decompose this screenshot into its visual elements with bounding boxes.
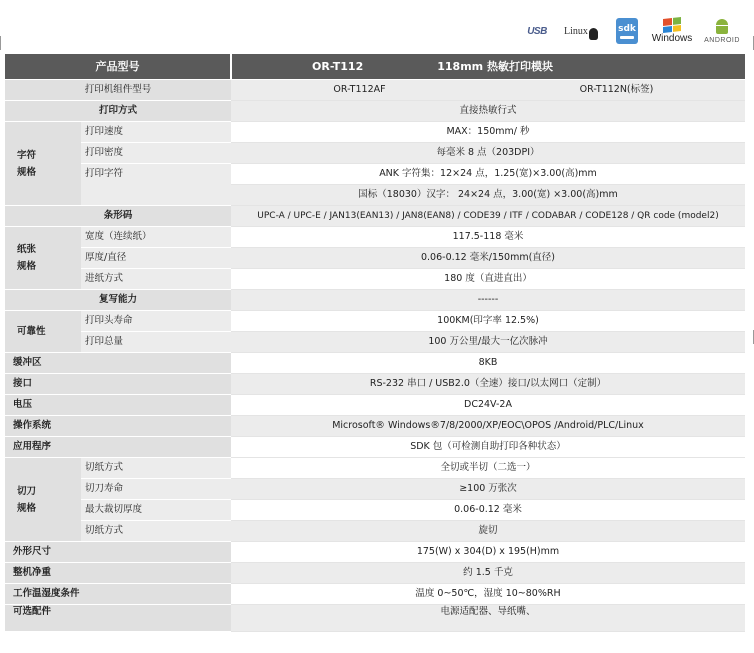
table-row	[5, 269, 745, 290]
row-label: 打印头寿命	[81, 311, 231, 332]
table-row	[5, 479, 745, 500]
row-label: 操作系统	[5, 416, 231, 437]
table-row	[5, 416, 745, 437]
row-label: 进纸方式	[81, 269, 231, 290]
row-value: ------	[231, 290, 745, 311]
row-label: 打印方式	[5, 101, 231, 122]
row-label: 切纸方式	[81, 458, 231, 479]
row-label: 切纸方式	[81, 521, 231, 542]
row-label: 打印速度	[81, 122, 231, 143]
row-value: 100KM(印字率 12.5%)	[231, 311, 745, 332]
header-value	[231, 54, 745, 80]
row-label: 条形码	[5, 206, 231, 227]
row-value: 温度 0~50℃，湿度 10~80%RH	[231, 584, 745, 605]
row-value: OR-T112N(标签)	[488, 80, 745, 101]
table-row	[5, 437, 745, 458]
row-label: 宽度（连续纸）	[81, 227, 231, 248]
row-label: 工作温湿度条件	[5, 584, 231, 605]
row-label: 应用程序	[5, 437, 231, 458]
row-value: 0.06-0.12 毫米/150mm(直径)	[231, 248, 745, 269]
selection-handle-right-top[interactable]	[749, 36, 754, 50]
table-row	[5, 542, 745, 563]
row-value: 电源适配器、导纸嘴、	[231, 605, 745, 632]
group-label-reliability: 可靠性	[5, 311, 81, 353]
windows-logo-icon: Windows	[650, 14, 694, 48]
row-value: 每毫米 8 点（203DPI）	[231, 143, 745, 164]
row-value: ANK 字符集：12×24 点，1.25(宽)×3.00(高)mm	[231, 164, 745, 185]
row-value: UPC-A / UPC-E / JAN13(EAN13) / JAN8(EAN8) / CODE39 / ITF / CODABAR / CODE128 / QR code (model2)	[231, 206, 745, 227]
table-row	[5, 80, 745, 101]
table-row	[5, 584, 745, 605]
linux-logo-icon: Linux	[560, 14, 602, 48]
header-label: 产品型号	[5, 54, 231, 80]
row-value: 0.06-0.12 毫米	[231, 500, 745, 521]
row-value: ≥100 万张次	[231, 479, 745, 500]
table-row	[5, 101, 745, 122]
row-value: 100 万公里/最大一亿次脉冲	[231, 332, 745, 353]
row-label: 最大裁切厚度	[81, 500, 231, 521]
row-label: 打印机组件型号	[5, 80, 231, 101]
table-row	[5, 563, 745, 584]
table-row	[5, 353, 745, 374]
table-row	[5, 374, 745, 395]
row-value: 约 1.5 千克	[231, 563, 745, 584]
row-value: SDK 包（可检测自助打印各种状态）	[231, 437, 745, 458]
android-logo-icon: ANDROID	[704, 14, 740, 48]
table-row	[5, 500, 745, 521]
sdk-logo-icon: sdk	[616, 18, 638, 44]
table-row	[5, 164, 745, 185]
row-value: 国标（18030）汉字： 24×24 点，3.00(宽) ×3.00(高)mm	[231, 185, 745, 206]
row-value: 旋切	[231, 521, 745, 542]
row-label: 缓冲区	[5, 353, 231, 374]
row-label: 接口	[5, 374, 231, 395]
spec-table	[5, 54, 745, 632]
row-label: 打印总量	[81, 332, 231, 353]
row-value: 175(W) x 304(D) x 195(H)mm	[231, 542, 745, 563]
row-value: MAX：150mm/ 秒	[231, 122, 745, 143]
table-row	[5, 605, 745, 632]
row-label: 打印字符	[81, 164, 231, 206]
row-value: RS-232 串口 / USB2.0（全速）接口/以太网口（定制）	[231, 374, 745, 395]
selection-handle-left[interactable]	[0, 36, 3, 50]
row-value: 8KB	[231, 353, 745, 374]
group-label-char-spec: 字符 规格	[5, 122, 81, 206]
table-row	[5, 395, 745, 416]
table-row	[5, 311, 745, 332]
table-row	[5, 290, 745, 311]
table-row	[5, 227, 745, 248]
row-value: 180 度（直进直出）	[231, 269, 745, 290]
row-value: DC24V-2A	[231, 395, 745, 416]
header-description: 118mm 热敏打印模块	[437, 59, 553, 73]
row-label: 切刀寿命	[81, 479, 231, 500]
row-label: 整机净重	[5, 563, 231, 584]
selection-handle-right-middle[interactable]	[749, 330, 754, 344]
table-row	[5, 332, 745, 353]
row-label: 可选配件	[5, 605, 231, 632]
table-row	[5, 521, 745, 542]
row-value: 直接热敏行式	[231, 101, 745, 122]
row-label: 外形尺寸	[5, 542, 231, 563]
row-label: 复写能力	[5, 290, 231, 311]
platform-logos	[520, 14, 745, 50]
row-value: Microsoft® Windows®7/8/2000/XP/EOC\OPOS /Android/PLC/Linux	[231, 416, 745, 437]
row-label: 厚度/直径	[81, 248, 231, 269]
table-row	[5, 122, 745, 143]
row-value: 全切或半切（二选一）	[231, 458, 745, 479]
row-label: 电压	[5, 395, 231, 416]
usb-logo-icon: USB	[527, 25, 547, 37]
row-label: 打印密度	[81, 143, 231, 164]
table-header-row	[5, 54, 745, 80]
table-row	[5, 458, 745, 479]
group-label-cutter: 切刀 规格	[5, 458, 81, 542]
table-row	[5, 206, 745, 227]
header-model: OR-T112	[312, 59, 364, 73]
group-label-paper-spec: 纸张 规格	[5, 227, 81, 290]
table-row	[5, 143, 745, 164]
table-row	[5, 248, 745, 269]
row-value: OR-T112AF	[231, 80, 488, 101]
row-value: 117.5-118 毫米	[231, 227, 745, 248]
